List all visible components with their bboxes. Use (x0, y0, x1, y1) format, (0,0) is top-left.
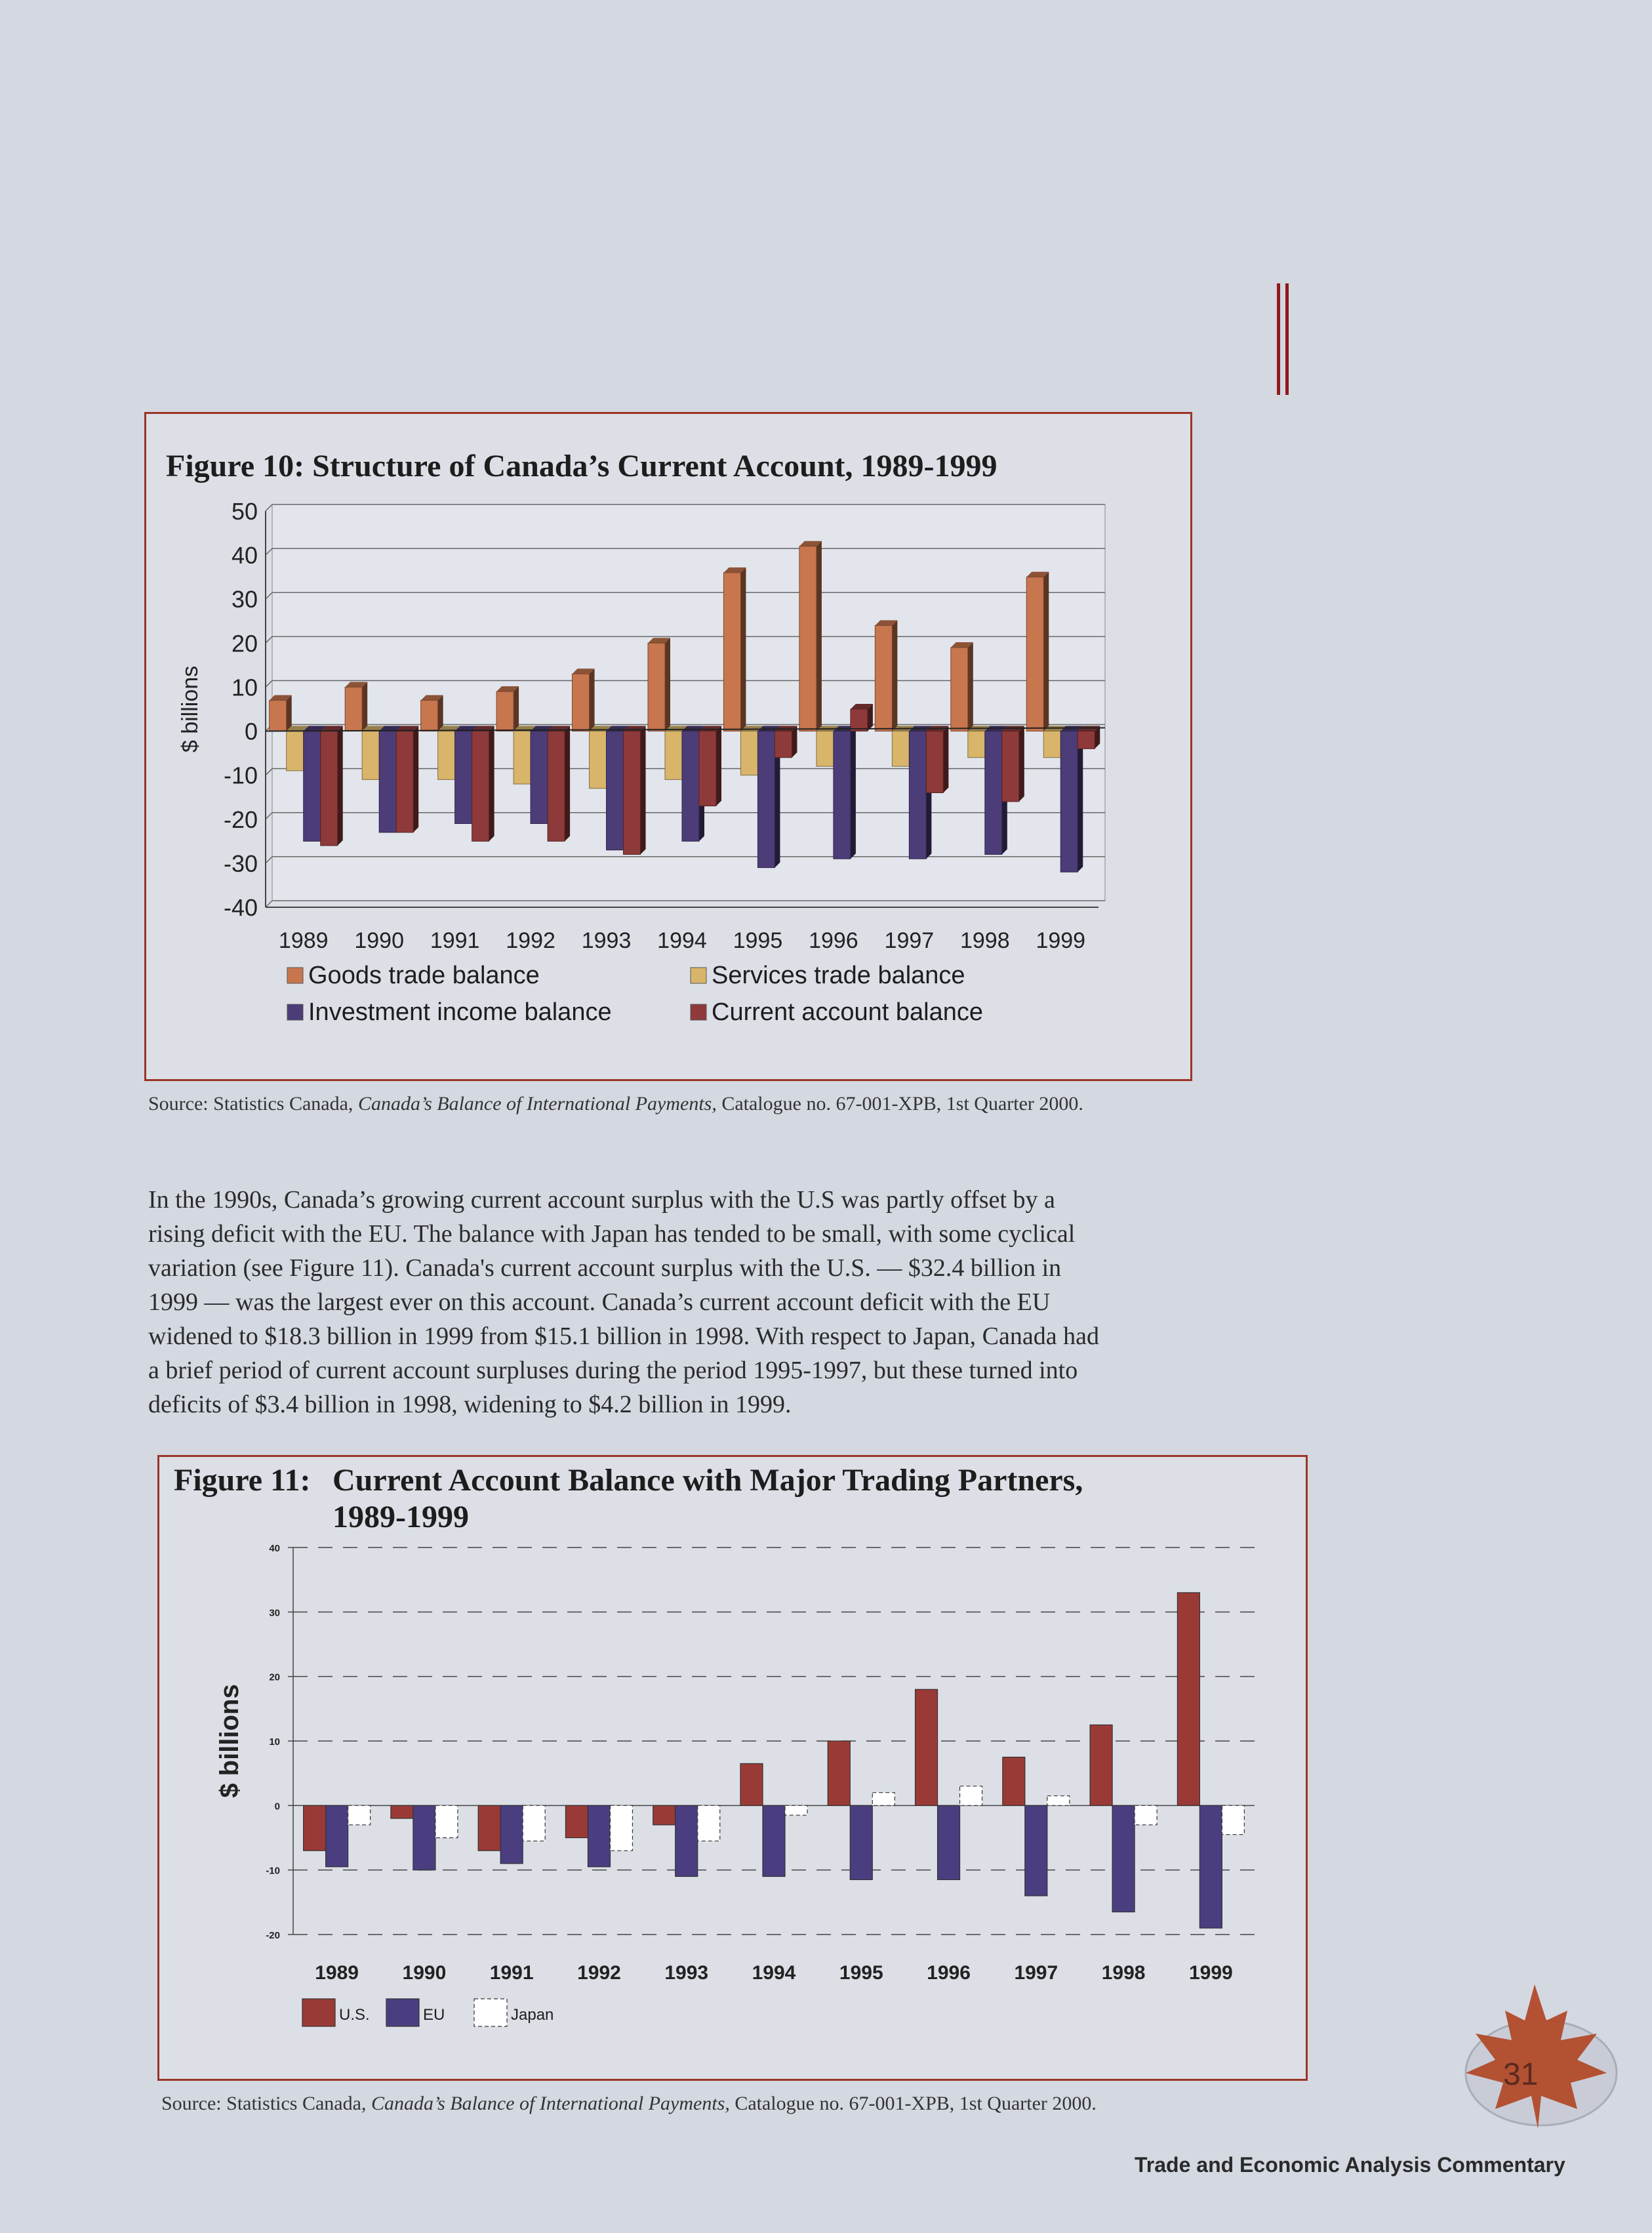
y-tick-label: -30 (223, 850, 258, 877)
bar-investment-income-balance-1997 (909, 731, 926, 859)
figure-10-title: Figure 10: Structure of Canada’s Current Account, 1989-1999 (166, 449, 997, 483)
bar-goods-trade-balance-1989 (270, 701, 287, 731)
bar-japan-1992 (610, 1805, 632, 1851)
legend-label: Services trade balance (712, 962, 965, 989)
bar-japan-1997 (1047, 1796, 1070, 1806)
bar-eu-1999 (1199, 1805, 1222, 1928)
x-tick-label: 1989 (278, 928, 329, 953)
bar-current-account-balance-1990 (396, 731, 413, 832)
gridline-depth (266, 636, 272, 643)
x-tick-label: 1995 (839, 1962, 883, 1984)
x-tick-label: 1996 (927, 1962, 971, 1984)
bar-services-trade-balance-1990 (362, 731, 379, 780)
x-tick-label: 1999 (1188, 1962, 1233, 1984)
bar-goods-trade-balance-1991 (421, 701, 438, 731)
bar-investment-income-balance-1996 (834, 731, 851, 859)
y-tick-label: 20 (231, 630, 258, 657)
legend-label: EU (423, 2006, 445, 2024)
bar-services-trade-balance-1994 (665, 731, 682, 780)
figure-10-source-suffix: Catalogue no. 67-001-XPB, 1st Quarter 2000. (716, 1093, 1083, 1115)
x-tick-label: 1990 (402, 1962, 447, 1984)
legend-swatch (474, 1999, 507, 2026)
figure-10-box (144, 412, 1192, 1081)
bar-current-account-balance-1991 (472, 731, 489, 842)
bar-current-account-balance-1992 (548, 731, 565, 842)
bar-japan-1996 (960, 1786, 982, 1806)
x-tick-label: 1990 (354, 928, 405, 953)
bar-services-trade-balance-1992 (514, 731, 531, 785)
bar-side (1019, 726, 1024, 802)
gridline-depth (266, 548, 272, 555)
bar-u-s--1996 (916, 1689, 938, 1805)
bar-japan-1994 (785, 1805, 807, 1815)
x-tick-label: 1999 (1036, 928, 1086, 953)
bar-side (716, 726, 721, 806)
bar-services-trade-balance-1999 (1043, 731, 1060, 758)
bar-side (362, 682, 367, 731)
legend-swatch (691, 968, 706, 983)
x-tick-label: 1994 (752, 1962, 796, 1984)
figure-10-source-prefix: Source: Statistics Canada, (148, 1093, 358, 1115)
bar-goods-trade-balance-1999 (1026, 577, 1043, 731)
bar-u-s--1995 (828, 1741, 850, 1805)
y-axis-label: $ billions (178, 665, 203, 753)
bar-goods-trade-balance-1993 (573, 674, 590, 731)
bar-eu-1989 (326, 1805, 348, 1866)
legend-label: Investment income balance (308, 998, 612, 1026)
bar-side (641, 726, 646, 855)
legend-label: Current account balance (712, 998, 984, 1026)
bar-investment-income-balance-1994 (682, 731, 699, 842)
bar-side (792, 726, 797, 758)
bar-u-s--1998 (1090, 1725, 1112, 1805)
figure-11-title-line1: Current Account Balance with Major Trading Partners, (332, 1463, 1083, 1498)
x-tick-label: 1993 (581, 928, 632, 953)
bar-current-account-balance-1998 (1002, 731, 1019, 802)
x-tick-label: 1996 (809, 928, 858, 953)
bar-u-s--1991 (478, 1805, 500, 1851)
bar-japan-1999 (1222, 1805, 1244, 1834)
x-tick-label: 1997 (1014, 1962, 1058, 1984)
bar-services-trade-balance-1989 (287, 731, 304, 771)
bar-side (816, 541, 822, 731)
x-tick-label: 1991 (489, 1962, 534, 1984)
body-paragraph: In the 1990s, Canada’s growing current account surplus with the U.S was partly offset by a rising deficit with the EU. The balance with Japan has tended to be small, with some cyclical variation (see Figure 11). Canada's current account surplus with the U.S. — $32.4 billion in 1999 — was the largest ever on this account. Canada’s current account deficit with the EU widened to $18.3 billion in 1999 from $15.1 billion in 1998. With respect to Japan, Canada had a brief period of current account surpluses during the period 1995-1997, but these turned into deficits of $3.4 billion in 1998, widening to $4.2 billion in 1999. (148, 1186, 1099, 1418)
x-tick-label: 1992 (506, 928, 555, 953)
bar-side (1043, 572, 1049, 731)
bar-eu-1996 (938, 1805, 960, 1879)
bar-investment-income-balance-1989 (304, 731, 321, 842)
y-tick-label: 30 (231, 586, 258, 613)
bar-side (514, 686, 519, 731)
gridline-depth (266, 813, 272, 819)
y-tick-label: -20 (223, 806, 258, 833)
bar-japan-1998 (1135, 1805, 1157, 1825)
legend-label: Goods trade balance (308, 962, 540, 989)
bar-side (438, 695, 443, 731)
y-tick-label: 10 (231, 674, 258, 701)
bar-current-account-balance-1993 (624, 731, 641, 855)
bar-services-trade-balance-1997 (892, 731, 909, 767)
y-tick-label: -10 (223, 762, 258, 789)
bar-goods-trade-balance-1992 (496, 691, 514, 731)
figure-11-source-title: Canada’s Balance of International Payments, (371, 2093, 730, 2114)
bar-side (968, 642, 973, 731)
bar-current-account-balance-1989 (321, 731, 338, 846)
gridline-depth (266, 857, 272, 863)
bar-japan-1991 (523, 1805, 545, 1841)
bar-current-account-balance-1996 (851, 709, 868, 731)
bar-goods-trade-balance-1995 (723, 573, 740, 731)
bar-goods-trade-balance-1998 (951, 647, 968, 731)
bar-investment-income-balance-1990 (379, 731, 396, 832)
bar-eu-1997 (1025, 1805, 1047, 1896)
bar-side (413, 726, 418, 832)
figure-11-label: Figure 11: (174, 1463, 311, 1498)
bar-investment-income-balance-1993 (607, 731, 624, 850)
y-tick-label: -10 (266, 1865, 280, 1877)
legend-swatch (302, 1999, 335, 2026)
bar-current-account-balance-1997 (926, 731, 943, 793)
figure-11-source (161, 2093, 1097, 2115)
bar-side (565, 726, 570, 842)
bar-current-account-balance-1994 (699, 731, 716, 806)
y-tick-label: 0 (244, 718, 258, 745)
bar-investment-income-balance-1991 (455, 731, 472, 824)
maple-leaf-icon (1443, 1975, 1626, 2132)
figure-11-source-prefix: Source: Statistics Canada, (161, 2093, 371, 2114)
bar-u-s--1997 (1003, 1757, 1025, 1806)
bar-services-trade-balance-1996 (816, 731, 834, 767)
x-tick-label: 1995 (733, 928, 783, 953)
bar-investment-income-balance-1995 (757, 731, 775, 868)
gridline-depth (266, 592, 272, 599)
figure-11-chart (159, 1457, 1306, 2079)
gridline-depth (266, 504, 272, 511)
legend-label: Japan (511, 2006, 554, 2024)
bar-japan-1990 (435, 1805, 458, 1837)
bar-services-trade-balance-1995 (740, 731, 757, 775)
bar-current-account-balance-1995 (775, 731, 792, 758)
x-tick-label: 1994 (657, 928, 707, 953)
bar-eu-1994 (763, 1805, 785, 1876)
x-tick-label: 1992 (577, 1962, 621, 1984)
y-tick-label: 50 (231, 498, 258, 525)
bar-eu-1998 (1112, 1805, 1135, 1912)
x-tick-label: 1998 (1101, 1962, 1146, 1984)
gridline-depth (266, 901, 272, 907)
figure-10-chart (146, 414, 1190, 1079)
bar-side (489, 726, 494, 842)
x-tick-label: 1991 (430, 928, 480, 953)
figure-11-title-line2: 1989-1999 (332, 1500, 469, 1534)
bar-u-s--1999 (1177, 1593, 1199, 1806)
figure-10-source-title: Canada’s Balance of International Payments, (357, 1093, 717, 1115)
bar-eu-1995 (850, 1805, 872, 1879)
bar-goods-trade-balance-1997 (875, 625, 892, 731)
bar-side (665, 638, 670, 731)
bar-u-s--1989 (304, 1805, 326, 1851)
bar-goods-trade-balance-1996 (799, 546, 816, 731)
bar-eu-1992 (588, 1805, 610, 1866)
bar-goods-trade-balance-1990 (345, 687, 362, 731)
bar-side (851, 726, 856, 859)
bar-u-s--1993 (653, 1805, 675, 1825)
y-tick-label: 10 (269, 1736, 280, 1748)
bar-side (740, 567, 746, 731)
page-number: 31 (1503, 2057, 1539, 2092)
legend-swatch (691, 1004, 706, 1020)
publication-title: Trade and Economic Analysis Commentary (1135, 2153, 1565, 2177)
y-axis-label: $ billions (215, 1684, 244, 1798)
bar-side (590, 668, 595, 731)
bar-services-trade-balance-1998 (968, 731, 985, 758)
bar-eu-1993 (675, 1805, 698, 1876)
bar-japan-1989 (348, 1805, 371, 1825)
y-tick-label: 40 (231, 542, 258, 569)
bar-side (287, 695, 292, 731)
y-tick-label: -20 (266, 1930, 280, 1941)
bar-u-s--1992 (565, 1805, 588, 1837)
figure-10-source (148, 1093, 1083, 1115)
bar-investment-income-balance-1998 (985, 731, 1002, 855)
bar-eu-1990 (413, 1805, 435, 1870)
bar-services-trade-balance-1991 (438, 731, 455, 780)
y-tick-label: -40 (223, 894, 258, 921)
x-tick-label: 1989 (315, 1962, 359, 1984)
bar-japan-1993 (698, 1805, 720, 1841)
bar-investment-income-balance-1999 (1060, 731, 1078, 872)
legend-swatch (386, 1999, 419, 2026)
bar-u-s--1994 (740, 1763, 763, 1805)
x-tick-label: 1998 (959, 928, 1010, 953)
y-tick-label: 0 (274, 1801, 280, 1813)
bar-current-account-balance-1999 (1078, 731, 1095, 749)
bar-japan-1995 (872, 1793, 895, 1806)
y-tick-label: 20 (269, 1671, 280, 1683)
bar-goods-trade-balance-1994 (648, 643, 665, 731)
y-tick-label: 30 (269, 1607, 280, 1619)
bleed-through-heading (1285, 138, 1295, 183)
y-tick-label: 40 (269, 1543, 280, 1554)
bar-side (892, 620, 897, 731)
bar-side (943, 726, 948, 793)
figure-11-box (157, 1455, 1308, 2081)
bar-eu-1991 (500, 1805, 523, 1864)
gridline-depth (266, 680, 272, 687)
figure-11-source-suffix: Catalogue no. 67-001-XPB, 1st Quarter 2000. (729, 2093, 1097, 2114)
x-tick-label: 1993 (664, 1962, 709, 1984)
legend-swatch (287, 1004, 303, 1020)
legend-swatch (287, 968, 303, 983)
bar-services-trade-balance-1993 (590, 731, 607, 789)
bar-investment-income-balance-1992 (531, 731, 548, 824)
gridline-depth (266, 769, 272, 775)
x-tick-label: 1997 (884, 928, 935, 953)
legend-label: U.S. (339, 2006, 370, 2024)
bar-side (338, 726, 343, 846)
bar-u-s--1990 (391, 1805, 413, 1818)
